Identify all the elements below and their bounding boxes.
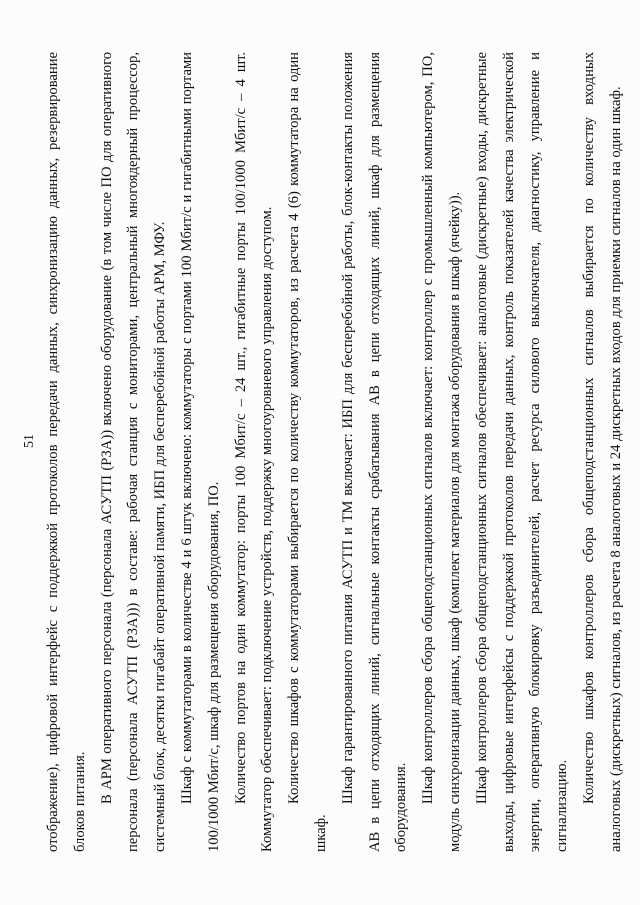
paragraph-2: В АРМ оперативного персонала (персонала АСУТП (РЗА)) включено оборудование (в том числе ПО для оперативного персонала (персонала АСУТП (РЗА))) в составе: рабочая станция с мониторами, центральный многоядерный процессор, системный блок, десятки гигабайт оперативной памяти, ИБП для бесперебойной работы АРМ, МФУ. bbox=[98, 52, 169, 852]
page-number: 51 bbox=[22, 434, 37, 448]
paragraph-3: Шкаф с коммутаторами в количестве 4 и 6 штук включено: коммутаторы с портами 100 Мбит/с и гигабитными портами 100/1000 Мбит/с, шкаф для размещения оборудования, ПО. bbox=[178, 52, 222, 852]
text-body bbox=[40, 52, 624, 852]
paragraph-9: Количество шкафов контроллеров сбора общеподстанционных сигналов выбирается по количеству входных аналоговых (дискретных) сигналов, из расчета 8 аналоговых и 24 дискретных входов для приемки сигналов на один шкаф. bbox=[580, 52, 624, 852]
rotated-content bbox=[40, 52, 624, 852]
paragraph-6: Шкаф гарантированного питания АСУТП и ТМ включает: ИБП для бесперебойной работы, блок-контакты положения АВ в цепи отходящих линий, сигнальные контакты срабатывания АВ в цепи отходящих линий, шкаф для размещения оборудования. bbox=[339, 52, 410, 852]
paragraph-7: Шкаф контроллеров сбора общеподстанционных сигналов включает: контроллер с промышленный компьютером, ПО, модуль синхронизации данных, шкаф (комплект материалов для монтажа оборудования в шкаф (ячейку)). bbox=[420, 52, 463, 852]
paragraph-5: Количество шкафов с коммутаторами выбирается по количеству коммутаторов, из расчета 4 (6) коммутатора на один шкаф. bbox=[286, 52, 329, 852]
paragraph-8: Шкаф контроллеров сбора общеподстанционных сигналов обеспечивает: аналоговые (дискретные) входы, дискретные выходы, цифровые интерфейсы с поддержкой протоколов передачи данных, контроль показателей качества электрической энергии, оперативную блокировку разъединителей, расчет ресурса силового выключателя, диагностику, управление и сигнализацию. bbox=[473, 52, 571, 852]
paragraph-4: Количество портов на один коммутатор: порты 100 Мбит/с – 24 шт., гигабитные порты 100/1000 Мбит/с – 4 шт. Коммутатор обеспечивает: подключение устройств, поддержку многоуровневого управления доступом. bbox=[232, 52, 276, 852]
paragraph-1: отображение), цифровой интерфейс с поддержкой протоколов передачи данных, синхронизацию данных, резервирование блоков питания. bbox=[45, 52, 88, 852]
